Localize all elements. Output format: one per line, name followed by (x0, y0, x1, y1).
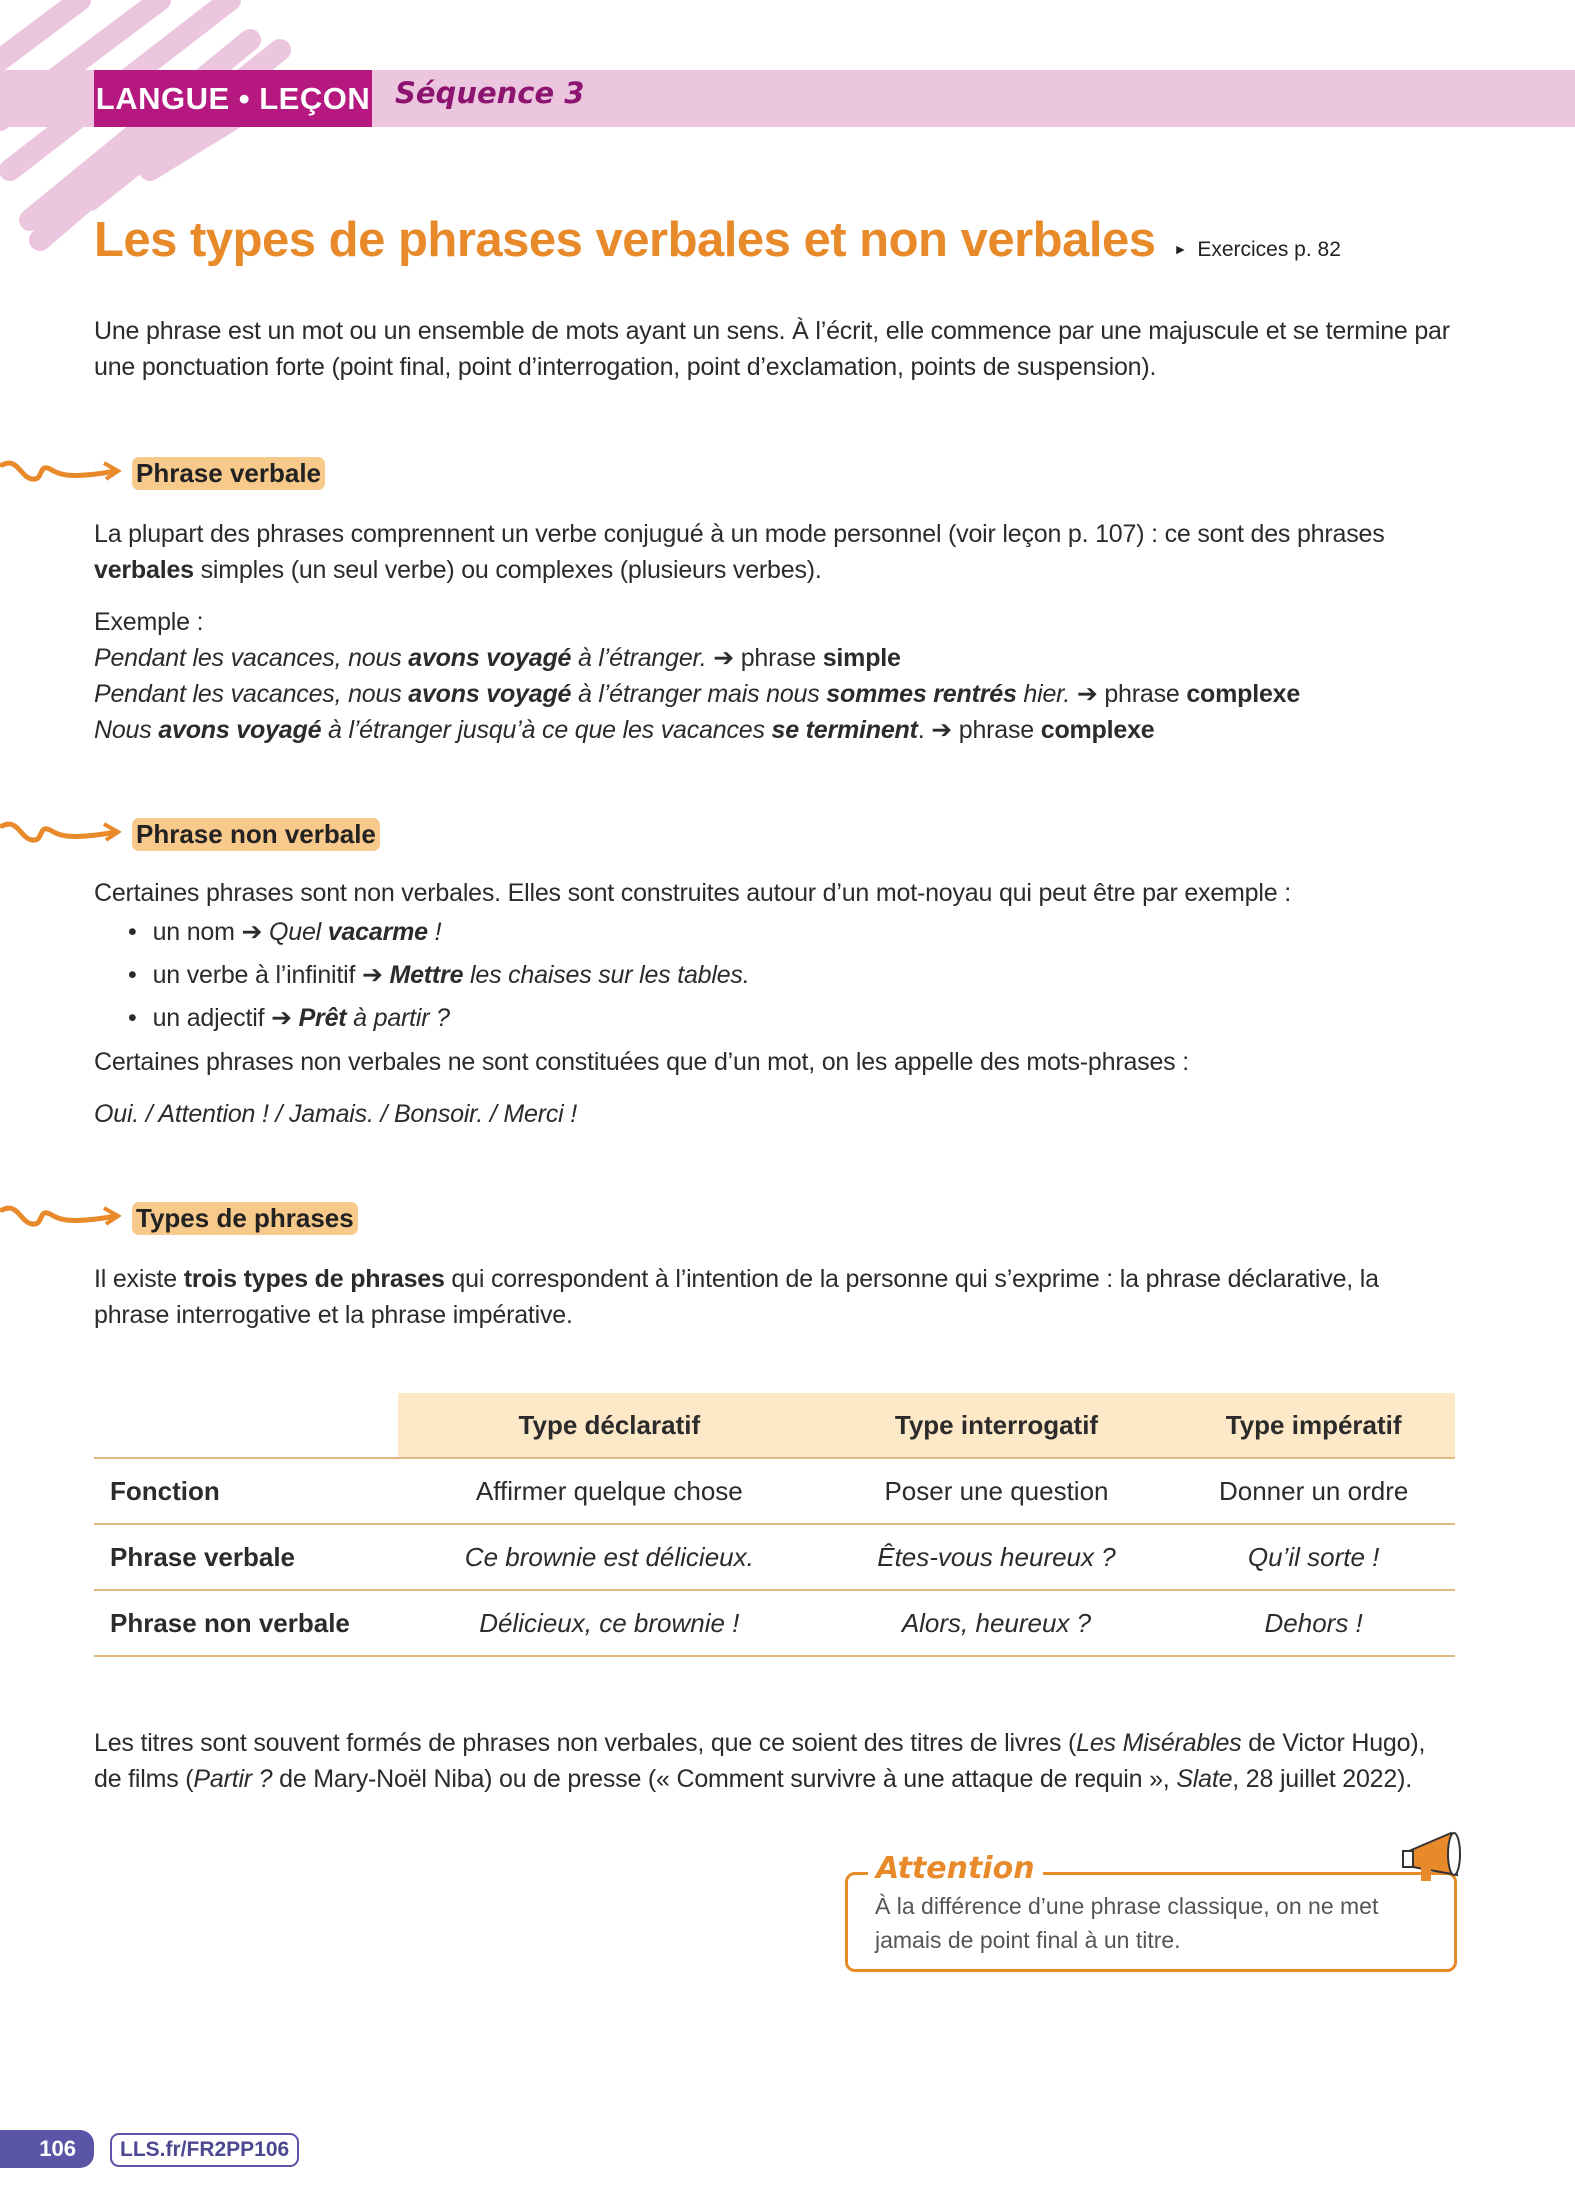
section-heading-types (0, 1198, 1455, 1238)
list-item: • un nom ➔ Quel vacarme ! (128, 918, 442, 946)
text-segment: avons voyagé (408, 680, 572, 708)
exercises-ref-text: Exercices p. 82 (1197, 238, 1341, 261)
text-segment: Oui. / Attention ! / Jamais. / Bonsoir. / Merci ! (94, 1100, 577, 1128)
text-segment: Pendant les vacances, nous (94, 680, 409, 708)
text-segment: Une phrase est un mot ou un ensemble de mots ayant un sens. À l’écrit, elle commence par une majuscule et se termine par une ponctuation forte (point final, point d’interrogation, point d’exclamation, points de suspension). (94, 317, 1450, 381)
text-segment: à l’étranger. (571, 644, 707, 672)
text-segment: Il existe (94, 1265, 184, 1293)
sequence-label: Séquence 3 (395, 76, 585, 110)
list-item: • un adjectif ➔ Prêt à partir ? (128, 1004, 450, 1032)
text-segment: hier. (1016, 680, 1071, 708)
intro-paragraph (94, 313, 1455, 385)
text-segment: un nom ➔ (152, 918, 269, 946)
text-segment: Slate (1176, 1765, 1233, 1793)
page-number: 106 (0, 2130, 94, 2168)
text-segment: Quel (269, 918, 328, 946)
attention-callout (845, 1847, 1457, 1972)
text-segment: de Mary-Noël Niba) ou de presse (« Comment survivre à une attaque de requin », (272, 1765, 1177, 1793)
text-segment: ➔ phrase (1070, 680, 1187, 708)
section-tag: LANGUE • LEÇON (94, 70, 372, 127)
text-segment: vacarme (327, 918, 428, 946)
section-heading-non-verbale (0, 814, 1455, 854)
table-row: Phrase verbale Ce brownie est délicieux. Êtes-vous heureux ? Qu’il sorte ! (94, 1524, 1455, 1590)
section-heading-verbale (0, 453, 1455, 493)
attention-text: À la différence d’une phrase classique, on ne met jamais de point final à un titre. (875, 1893, 1379, 1953)
sentence-types-table (94, 1393, 1455, 1657)
text-segment: Les titres sont souvent formés de phrases non verbales, que ce soient des titres de livres ( (94, 1729, 1077, 1757)
text-segment: complexe (1040, 716, 1155, 744)
text-segment: avons voyagé (158, 716, 322, 744)
text-segment: à partir ? (346, 1004, 450, 1032)
text-segment: à l’étranger jusqu’à ce que les vacances (321, 716, 772, 744)
text-segment: Nous (94, 716, 159, 744)
text-segment: Certaines phrases non verbales ne sont constituées que d’un mot, on les appelle des mots-phrases : (94, 1048, 1189, 1076)
text-segment: , 28 juillet 2022). (1232, 1765, 1412, 1793)
verbale-paragraph (94, 516, 1455, 588)
mots-phrases-examples (94, 1096, 1455, 1132)
megaphone-icon (1399, 1829, 1471, 1889)
example-label: Exemple : (94, 608, 204, 636)
lls-link[interactable]: LLS.fr/FR2PP106 (110, 2133, 299, 2167)
text-segment: simple (822, 644, 901, 672)
exercises-link[interactable] (1173, 238, 1340, 262)
text-segment: un adjectif ➔ (152, 1004, 299, 1032)
text-segment: se terminent (771, 716, 918, 744)
text-segment: de Victor Hugo), de films ( (94, 1729, 1426, 1793)
title-row (94, 212, 1494, 268)
attention-title: Attention (868, 1847, 1043, 1891)
text-segment: simples (un seul verbe) ou complexes (plusieurs verbes). (193, 556, 822, 584)
text-segment: Pendant les vacances, nous (94, 644, 409, 672)
triangle-icon: ► (1173, 241, 1188, 257)
text-segment: sommes rentrés (826, 680, 1017, 708)
section-heading-text: Phrase verbale (132, 457, 325, 490)
list-item: • un verbe à l’infinitif ➔ Mettre les chaises sur les tables. (128, 961, 750, 989)
column-header: Type impératif (1172, 1393, 1455, 1458)
table-row: Fonction Affirmer quelque chose Poser une question Donner un ordre (94, 1458, 1455, 1524)
table-row: Phrase non verbale Délicieux, ce brownie ! Alors, heureux ? Dehors ! (94, 1590, 1455, 1656)
text-segment: qui correspondent à l’intention de la personne qui s’exprime : la phrase déclarative, la phrase interrogative et la phrase impérative. (94, 1265, 1379, 1329)
text-segment: les chaises sur les tables. (463, 961, 750, 989)
text-segment: un verbe à l’infinitif ➔ (152, 961, 390, 989)
text-segment: Partir ? (193, 1765, 273, 1793)
non-verbale-paragraph (94, 875, 1455, 911)
table-header-row (94, 1393, 1455, 1458)
section-heading-text: Phrase non verbale (132, 818, 380, 851)
page-title: Les types de phrases verbales et non verbales (94, 213, 1156, 267)
mots-phrases-paragraph (94, 1044, 1455, 1080)
text-segment: Mettre (389, 961, 464, 989)
column-header: Type déclaratif (398, 1393, 821, 1458)
text-segment: verbales (94, 556, 194, 584)
column-header: Type interrogatif (821, 1393, 1173, 1458)
text-segment: avons voyagé (408, 644, 572, 672)
squiggle-arrow-icon (0, 1200, 124, 1236)
text-segment: ➔ phrase (924, 716, 1041, 744)
text-segment: complexe (1186, 680, 1301, 708)
text-segment: ➔ phrase (706, 644, 823, 672)
types-paragraph (94, 1261, 1455, 1333)
text-segment: . (917, 716, 925, 744)
section-heading-text: Types de phrases (132, 1202, 358, 1235)
text-segment: Certaines phrases sont non verbales. Elles sont construites autour d’un mot-noyau qui peut être par exemple : (94, 879, 1291, 907)
closing-paragraph (94, 1725, 1455, 1797)
text-segment: à l’étranger mais nous (571, 680, 827, 708)
text-segment: Les Misérables (1076, 1729, 1242, 1757)
text-segment: trois types de phrases (183, 1265, 445, 1293)
example-line (94, 676, 1455, 712)
bullet-list (128, 911, 1455, 1040)
text-segment: La plupart des phrases comprennent un verbe conjugué à un mode personnel (voir leçon p. 107) : ce sont des phrases (94, 520, 1385, 548)
example-line (94, 712, 1455, 748)
squiggle-arrow-icon (0, 455, 124, 491)
text-segment: ! (427, 918, 442, 946)
lesson-content (94, 313, 1455, 1972)
squiggle-arrow-icon (0, 816, 124, 852)
text-segment: Prêt (298, 1004, 347, 1032)
example-line (94, 640, 1455, 676)
